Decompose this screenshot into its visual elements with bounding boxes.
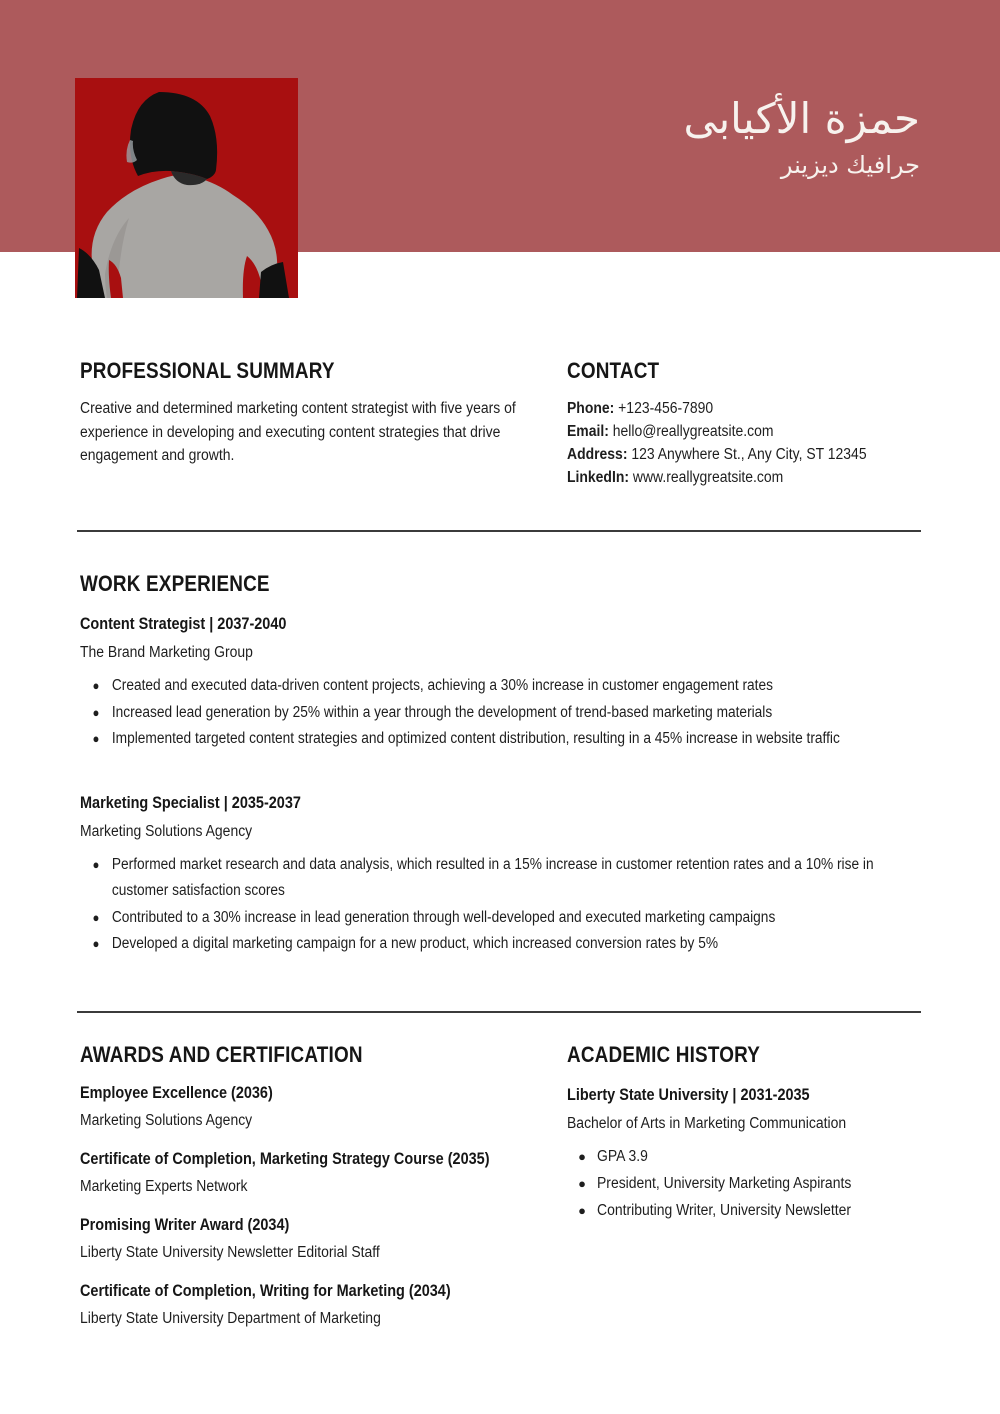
award-entry <box>80 1214 535 1265</box>
bullet-icon: ● <box>92 909 100 925</box>
bullet-icon: ● <box>578 1203 586 1218</box>
bullet-icon: ● <box>92 856 100 872</box>
bullet-icon: ● <box>92 704 100 720</box>
job-company: The Brand Marketing Group <box>80 644 253 661</box>
job-bullet-list <box>80 673 925 753</box>
bullet-text: GPA 3.9 <box>597 1148 648 1165</box>
education-bullet <box>567 1143 920 1170</box>
award-title: Employee Excellence (2036) <box>80 1083 273 1102</box>
bullet-text: Implemented targeted content strategies and optimized content distribution, resulting in a 45% increase in website traffic <box>111 730 840 747</box>
award-title: Certificate of Completion, Marketing Strategy Course (2035) <box>80 1149 490 1168</box>
job-bullet <box>80 931 925 958</box>
awards-academic-row <box>80 1042 920 1331</box>
contact-address-value: 123 Anywhere St., Any City, ST 12345 <box>631 446 867 463</box>
awards-heading: AWARDS AND CERTIFICATION <box>80 1042 363 1067</box>
summary-heading: PROFESSIONAL SUMMARY <box>80 358 335 383</box>
education-bullet <box>567 1197 920 1224</box>
award-org: Liberty State University Newsletter Editorial Staff <box>80 1244 380 1261</box>
award-entry <box>80 1148 535 1199</box>
bullet-text: Contributing Writer, University Newsletter <box>597 1202 852 1219</box>
award-title: Certificate of Completion, Writing for Marketing (2034) <box>80 1281 451 1300</box>
candidate-job-title: جرافيك ديزينر <box>780 151 920 180</box>
award-org: Marketing Solutions Agency <box>80 1112 253 1129</box>
job-entry <box>80 613 925 753</box>
job-bullet-list <box>80 852 925 958</box>
job-entry <box>80 792 925 958</box>
contact-linkedin-value: www.reallygreatsite.com <box>632 469 784 486</box>
award-org: Liberty State University Department of Marketing <box>80 1310 381 1327</box>
school-name: Liberty State University | 2031-2035 <box>567 1085 810 1104</box>
contact-email-label: Email : <box>567 423 613 440</box>
profile-photo <box>75 78 298 298</box>
work-experience-section <box>80 571 925 958</box>
contact-email-row <box>567 420 885 443</box>
header-name-block <box>683 95 920 181</box>
degree-name: Bachelor of Arts in Marketing Communication <box>567 1115 847 1132</box>
job-bullet <box>80 905 925 932</box>
bullet-text: Increased lead generation by 25% within a year through the development of trend-based marketing materials <box>111 703 773 721</box>
award-org: Marketing Experts Network <box>80 1178 248 1195</box>
education-entry <box>567 1084 920 1224</box>
bullet-icon: ● <box>578 1176 586 1191</box>
contact-phone-row <box>567 397 885 420</box>
divider-line-bottom <box>77 1011 921 1013</box>
contact-list <box>567 397 920 489</box>
summary-text: Creative and determined marketing content strategist with five years of experience in developing and executing content strategies that drive engagement and growth. <box>80 400 516 464</box>
award-entry <box>80 1082 535 1133</box>
contact-address-label: Address : <box>567 446 631 463</box>
contact-phone-label: Phone : <box>567 400 618 417</box>
contact-phone-value: +123-456-7890 <box>618 400 714 417</box>
academic-history-section <box>567 1042 920 1331</box>
summary-contact-row <box>80 358 920 489</box>
contact-heading: CONTACT <box>567 358 660 383</box>
bullet-text: President, University Marketing Aspirants <box>597 1175 852 1192</box>
job-bullet <box>80 726 925 753</box>
work-experience-heading: WORK EXPERIENCE <box>80 571 270 596</box>
professional-summary-section <box>80 358 535 489</box>
job-company: Marketing Solutions Agency <box>80 822 253 840</box>
bullet-text: Contributed to a 30% increase in lead generation through well-developed and executed marketing campaigns <box>111 908 776 926</box>
contact-linkedin-row <box>567 466 885 489</box>
bullet-icon: ● <box>92 936 100 951</box>
divider-line-top <box>77 530 921 532</box>
bullet-icon: ● <box>92 678 100 693</box>
job-bullet <box>80 673 925 700</box>
candidate-name: حمزة الأكيابى <box>683 94 920 143</box>
job-title: Content Strategist | 2037-2040 <box>80 614 287 633</box>
award-entry <box>80 1280 535 1331</box>
education-bullet-list <box>567 1143 920 1224</box>
bullet-text: Developed a digital marketing campaign for a new product, which increased conversion rates by 5% <box>111 935 719 952</box>
job-bullet <box>80 700 925 727</box>
bullet-icon: ● <box>578 1149 586 1164</box>
awards-section <box>80 1042 535 1331</box>
job-title: Marketing Specialist | 2035-2037 <box>80 792 301 812</box>
bullet-icon: ● <box>92 731 100 746</box>
bullet-text: Created and executed data-driven content projects, achieving a 30% increase in customer engagement rates <box>111 677 773 694</box>
contact-section <box>567 358 920 489</box>
job-bullet <box>80 852 925 905</box>
bullet-text: Performed market research and data analysis, which resulted in a 15% increase in customer retention rates and a 10% rise in customer satisfaction scores <box>111 855 874 899</box>
contact-email-value: hello@reallygreatsite.com <box>612 423 774 440</box>
contact-linkedin-label: LinkedIn : <box>567 469 633 486</box>
contact-address-row <box>567 443 885 466</box>
award-title: Promising Writer Award (2034) <box>80 1215 290 1234</box>
education-bullet <box>567 1170 920 1197</box>
academic-heading: ACADEMIC HISTORY <box>567 1042 761 1067</box>
silhouette-portrait-image <box>75 78 298 298</box>
